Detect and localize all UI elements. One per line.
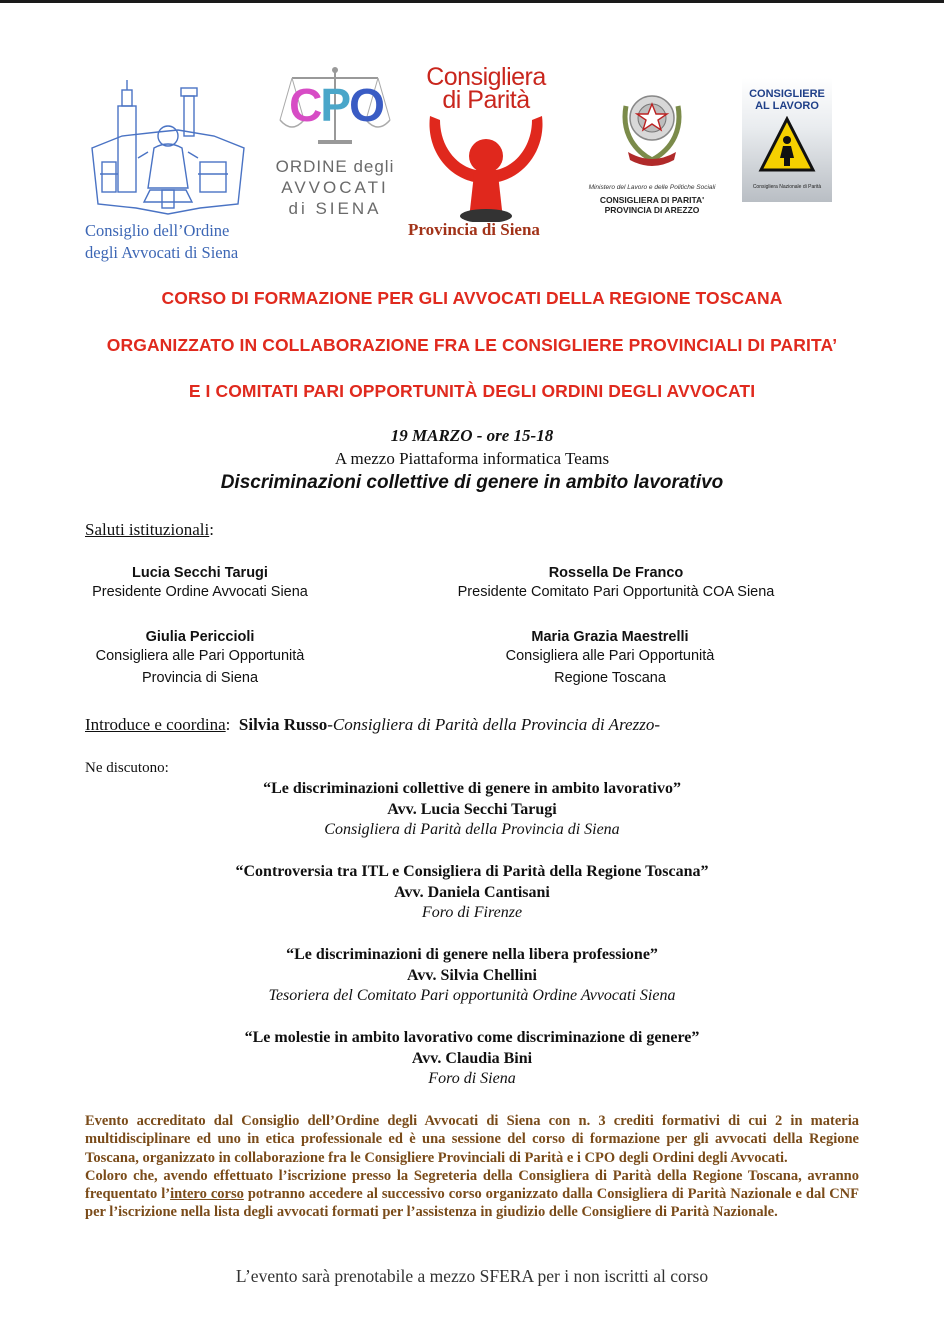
speaker-card-3: [60, 629, 340, 689]
speaker-name: Rossella De Franco: [548, 565, 684, 581]
introduce-label: Introduce e coordina: [85, 715, 226, 734]
speaker-role: Presidente Comitato Pari Opportunità COA Siena: [457, 584, 775, 600]
event-date-time: 19 MARZO - ore 15-18: [390, 426, 554, 445]
saluti-label-colon: :: [209, 520, 214, 539]
republic-emblem-icon: [616, 76, 688, 166]
speaker-card-2: [430, 565, 802, 603]
cpo-letter-p: P: [320, 79, 350, 131]
talk-3: [0, 945, 944, 1007]
cpo-line3: di SIENA: [288, 199, 382, 218]
saluti-label-text: Saluti istituzionali: [85, 520, 210, 539]
heading-line1: CORSO DI FORMAZIONE PER GLI AVVOCATI DELLA REGIONE TOSCANA: [161, 288, 783, 308]
sfera-booking-note: L’evento sarà prenotabile a mezzo SFERA per i non iscritti al corso: [235, 1266, 709, 1286]
consigliere-line2: AL LAVORO: [755, 100, 819, 112]
talk-role: Foro di Firenze: [421, 904, 523, 921]
talk-4: [0, 1028, 944, 1090]
event-platform: A mezzo Piattaforma informatica Teams: [334, 449, 610, 468]
speaker-role-line2: Regione Toscana: [554, 670, 666, 686]
introduce-name: Silvia Russo: [238, 715, 328, 734]
ministero-line2: CONSIGLIERA DI PARITA': [599, 195, 705, 205]
talk-role: Foro di Siena: [428, 1070, 516, 1087]
warning-sign-icon: [758, 116, 816, 176]
ministero-line3: PROVINCIA DI AREZZO: [604, 205, 700, 215]
cpo-letter-o: O: [349, 79, 383, 131]
saluti-label: [85, 520, 214, 540]
footer-p2-before: Coloro che, avendo effettuato l’iscrizione presso la Segreteria della Consigliera di Parità della Regione Toscana, avranno frequentato l’: [85, 1167, 859, 1203]
coa-siena-emblem-icon: [88, 78, 248, 218]
talk-2: [0, 862, 944, 924]
ministero-logo: [588, 76, 716, 224]
introduce-line: [85, 715, 660, 735]
cpo-letter-c: C: [289, 79, 321, 131]
talk-speaker: Avv. Lucia Secchi Tarugi: [387, 800, 557, 818]
event-title: Discriminazioni collettive di genere in ambito lavorativo: [220, 472, 724, 493]
talk-role: Tesoriera del Comitato Pari opportunità Ordine Avvocati Siena: [268, 987, 676, 1004]
talk-speaker: Avv. Claudia Bini: [411, 1049, 533, 1067]
speaker-card-1: [60, 565, 340, 603]
consigliere-line1: CONSIGLIERE: [749, 88, 825, 100]
speaker-name: Maria Grazia Maestrelli: [531, 629, 689, 645]
top-border: [0, 0, 944, 3]
speaker-role-line2: Provincia di Siena: [141, 670, 259, 686]
discussion-label: Ne discutono:: [85, 760, 169, 776]
talk-speaker: Avv. Silvia Chellini: [407, 966, 537, 984]
cpo-line2: AVVOCATI: [281, 178, 389, 197]
talk-title: “Le discriminazioni collettive di genere in ambito lavorativo”: [263, 780, 681, 797]
introduce-role: -Consigliera di Parità della Provincia di Arezzo-: [327, 715, 660, 734]
consigliera-title-line2: di Parità: [442, 86, 530, 114]
figure-arms-up-icon: [416, 112, 556, 222]
cpo-line1: ORDINE degli: [275, 157, 395, 176]
talk-speaker: Avv. Daniela Cantisani: [394, 883, 550, 901]
speaker-name: Lucia Secchi Tarugi: [132, 565, 268, 581]
footer-notes: [85, 1112, 859, 1222]
heading-line2: ORGANIZZATO IN COLLABORAZIONE FRA LE CONSIGLIERE PROVINCIALI DI PARITA’: [106, 335, 838, 355]
heading-line3: E I COMITATI PARI OPPORTUNITÀ DEGLI ORDINI DEGLI AVVOCATI: [188, 381, 756, 401]
footer-p2-underlined: intero corso: [170, 1186, 244, 1203]
ministero-line1: Ministero del Lavoro e delle Politiche Sociali: [588, 184, 716, 191]
talk-title: “Le molestie in ambito lavorativo come discriminazione di genere”: [244, 1029, 700, 1046]
talk-title: “Le discriminazioni di genere nella libera professione”: [286, 946, 658, 963]
consigliere-small: Consigliera Nazionale di Parità: [752, 184, 822, 190]
coa-caption-line2: degli Avvocati di Siena: [85, 243, 239, 262]
talk-title: “Controversia tra ITL e Consigliera di Parità della Regione Toscana”: [235, 863, 709, 880]
consigliere-al-lavoro-logo: [742, 78, 832, 202]
cpo-logo: [262, 62, 408, 222]
speaker-role-line1: Consigliera alle Pari Opportunità: [95, 648, 305, 664]
talk-role: Consigliera di Parità della Provincia di Siena: [324, 821, 620, 838]
consigliera-title-line1: Consigliera: [426, 63, 546, 91]
speaker-name: Giulia Periccioli: [145, 629, 255, 645]
introduce-colon: :: [225, 715, 231, 734]
provincia-siena-caption: Provincia di Siena: [408, 220, 540, 239]
footer-paragraph-1: Evento accreditato dal Consiglio dell’Ordine degli Avvocati di Siena con n. 3 crediti formativi di cui 2 in materia multidisciplinare ed uno in etica professionale ed è una sessione del corso di formazione per gli avvocati della Regione Toscana, organizzato in collaborazione fra le Consigliere Provinciali di Parità e i CPO degli Ordini degli Avvocati.: [85, 1113, 859, 1166]
consigliera-parita-logo: [412, 63, 560, 222]
footer-p2-after: potranno accedere al successivo corso organizzato dalla Consigliera di Parità Nazionale e dal CNF per l’iscrizione nella lista degli avvocati formati per l’assistenza in giudizio delle Consigliere di Parità Nazionale.: [85, 1186, 859, 1221]
cpo-letters: [270, 80, 402, 130]
footer-paragraph-2: [85, 1167, 859, 1222]
coa-caption: [85, 220, 285, 264]
speaker-card-4: [440, 629, 780, 689]
talk-1: [0, 779, 944, 841]
speaker-role-line1: Consigliera alle Pari Opportunità: [505, 648, 715, 664]
coa-siena-logo: [88, 78, 248, 218]
speaker-role: Presidente Ordine Avvocati Siena: [92, 584, 308, 600]
coa-caption-line1: Consiglio dell’Ordine: [85, 221, 230, 240]
